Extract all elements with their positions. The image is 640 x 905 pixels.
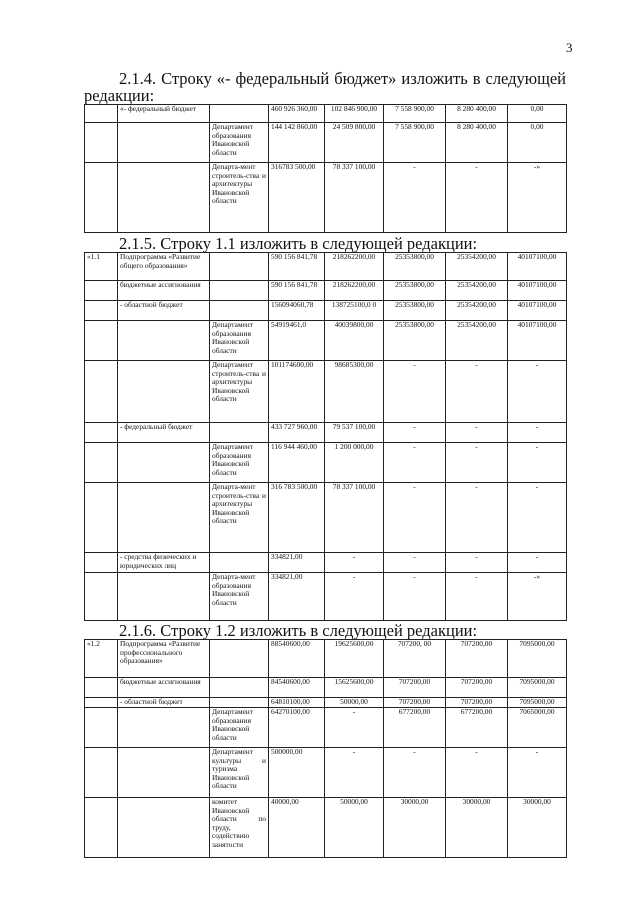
year-2-cell: 677200,00	[384, 708, 446, 748]
total-cell: 40000,00	[269, 798, 325, 858]
department-cell: комитет Ивановской области по труду, содействию занятости	[210, 798, 269, 858]
section-heading-2-1-5: 2.1.5. Строку 1.1 изложить в следующей редакции:	[119, 234, 478, 253]
section-heading-2-1-4	[84, 70, 566, 104]
item-name-cell	[118, 573, 210, 621]
table-row	[85, 105, 567, 123]
row-number-cell	[85, 123, 118, 163]
total-cell: 460 926 360,00	[269, 105, 325, 123]
year-2-cell: -	[384, 553, 446, 573]
table-row	[85, 443, 567, 483]
department-cell	[210, 640, 269, 678]
department-cell: Департа-мент строитель-ства и архитектуры Ивановской области	[210, 483, 269, 553]
total-cell: 433 727 960,00	[269, 423, 325, 443]
row-number-cell	[85, 483, 118, 553]
department-cell	[210, 553, 269, 573]
department-cell: Департа-мент образования Ивановской области	[210, 573, 269, 621]
table-row	[85, 301, 567, 321]
table-row	[85, 281, 567, 301]
year-3-cell: -	[446, 423, 508, 443]
year-2-cell: 25353800,00	[384, 281, 446, 301]
year-4-cell: -	[508, 423, 567, 443]
year-1-cell: 218262200,00	[325, 281, 384, 301]
year-3-cell: 677200,00	[446, 708, 508, 748]
item-name-cell: Подпрограмма «Развитие общего образования»	[118, 253, 210, 281]
total-cell: 590 156 841,78	[269, 253, 325, 281]
year-2-cell: -	[384, 573, 446, 621]
department-cell: Департамент образования Ивановской области	[210, 321, 269, 361]
year-4-cell: -	[508, 443, 567, 483]
row-number-cell	[85, 798, 118, 858]
item-name-cell: - областной бюджет	[118, 698, 210, 708]
item-name-cell: бюджетные ассигнования	[118, 678, 210, 698]
table-row	[85, 573, 567, 621]
page-number: 3	[566, 40, 573, 55]
year-2-cell: -	[384, 443, 446, 483]
department-cell: Департамент образования Ивановской области	[210, 443, 269, 483]
year-3-cell: -	[446, 553, 508, 573]
year-3-cell: 707200,00	[446, 698, 508, 708]
year-2-cell: -	[384, 361, 446, 423]
year-2-cell: 25353800,00	[384, 253, 446, 281]
item-name-cell	[118, 123, 210, 163]
total-cell: 500000,00	[269, 748, 325, 798]
table-row	[85, 423, 567, 443]
table-row	[85, 678, 567, 698]
year-2-cell: -	[384, 483, 446, 553]
table-row	[85, 483, 567, 553]
department-cell: Департамент строитель-ства и архитектуры Ивановской области	[210, 361, 269, 423]
table-row	[85, 163, 567, 233]
year-4-cell: 30000,00	[508, 798, 567, 858]
year-4-cell: 7095000,00	[508, 698, 567, 708]
year-4-cell: -»	[508, 573, 567, 621]
year-1-cell: 79 537 100,00	[325, 423, 384, 443]
year-2-cell: -	[384, 423, 446, 443]
heading-line-1: 2.1.4. Строку «- федеральный бюджет» изложить в следующей	[119, 69, 566, 88]
year-2-cell: -	[384, 748, 446, 798]
table-row	[85, 553, 567, 573]
section-heading-2-1-6: 2.1.6. Строку 1.2 изложить в следующей редакции:	[119, 621, 478, 640]
row-number-cell	[85, 678, 118, 698]
item-name-cell: - областной бюджет	[118, 301, 210, 321]
year-1-cell: 40039800,00	[325, 321, 384, 361]
item-name-cell	[118, 748, 210, 798]
item-name-cell: Подпрограмма «Развитие профессионального образования»	[118, 640, 210, 678]
year-2-cell: 7 558 900,00	[384, 105, 446, 123]
year-3-cell: -	[446, 483, 508, 553]
department-cell	[210, 301, 269, 321]
year-2-cell: 707200,00	[384, 678, 446, 698]
item-name-cell: - средства физических и юридических лиц	[118, 553, 210, 573]
year-1-cell: -	[325, 708, 384, 748]
year-1-cell: -	[325, 553, 384, 573]
item-name-cell: «- федеральный бюджет	[118, 105, 210, 123]
row-number-cell	[85, 423, 118, 443]
department-cell	[210, 423, 269, 443]
year-3-cell: 8 280 400,00	[446, 123, 508, 163]
year-3-cell: 8 280 400,00	[446, 105, 508, 123]
year-4-cell: 40107100,00	[508, 281, 567, 301]
total-cell: 84540600,00	[269, 678, 325, 698]
year-1-cell: -	[325, 573, 384, 621]
year-3-cell: -	[446, 361, 508, 423]
row-number-cell	[85, 553, 118, 573]
year-1-cell: 138725100,0 0	[325, 301, 384, 321]
year-1-cell: 1 200 000,00	[325, 443, 384, 483]
item-name-cell	[118, 321, 210, 361]
year-3-cell: 707200,00	[446, 678, 508, 698]
table-row	[85, 698, 567, 708]
total-cell: 334821,00	[269, 553, 325, 573]
total-cell: 88540600,00	[269, 640, 325, 678]
heading-line-2: редакции:	[84, 86, 155, 105]
department-cell: Департамент образования Ивановской области	[210, 123, 269, 163]
department-cell: Департамент культуры и туризма Ивановской области	[210, 748, 269, 798]
year-2-cell: 25353800,00	[384, 301, 446, 321]
table-row	[85, 361, 567, 423]
total-cell: 590 156 841,78	[269, 281, 325, 301]
year-1-cell: 102 846 900,00	[325, 105, 384, 123]
year-4-cell: 0,00	[508, 105, 567, 123]
year-4-cell: 40107100,00	[508, 321, 567, 361]
year-4-cell: 40107100,00	[508, 253, 567, 281]
year-2-cell: 707200,00	[384, 698, 446, 708]
total-cell: 116 944 460,00	[269, 443, 325, 483]
year-1-cell: 50000,00	[325, 798, 384, 858]
year-3-cell: 25354200,00	[446, 321, 508, 361]
year-4-cell: -	[508, 553, 567, 573]
row-number-cell	[85, 361, 118, 423]
year-1-cell: 78 337 100,00	[325, 483, 384, 553]
year-1-cell: 98685300,00	[325, 361, 384, 423]
table-row	[85, 123, 567, 163]
total-cell: 54919461,0	[269, 321, 325, 361]
row-number-cell	[85, 573, 118, 621]
item-name-cell	[118, 798, 210, 858]
year-3-cell: 25354200,00	[446, 281, 508, 301]
item-name-cell	[118, 708, 210, 748]
budget-table-subprogram-1-1	[84, 252, 567, 621]
total-cell: 64270100,00	[269, 708, 325, 748]
year-4-cell: -	[508, 483, 567, 553]
item-name-cell	[118, 361, 210, 423]
table-row	[85, 708, 567, 748]
department-cell	[210, 698, 269, 708]
year-2-cell: 7 558 900,00	[384, 123, 446, 163]
item-name-cell: бюджетные ассигнования	[118, 281, 210, 301]
year-3-cell: 25354200,00	[446, 301, 508, 321]
row-number-cell	[85, 443, 118, 483]
table-row	[85, 798, 567, 858]
year-4-cell: -	[508, 748, 567, 798]
row-number-cell	[85, 748, 118, 798]
item-name-cell: - федеральный бюджет	[118, 423, 210, 443]
total-cell: 156094060,78	[269, 301, 325, 321]
row-number-cell	[85, 301, 118, 321]
table-row	[85, 748, 567, 798]
year-3-cell: -	[446, 443, 508, 483]
total-cell: 316783 500,00	[269, 163, 325, 233]
item-name-cell	[118, 443, 210, 483]
year-4-cell: 7065000,00	[508, 708, 567, 748]
row-number-cell	[85, 105, 118, 123]
year-2-cell: 30000,00	[384, 798, 446, 858]
year-2-cell: 707200, 00	[384, 640, 446, 678]
year-4-cell: 7095000,00	[508, 640, 567, 678]
table-row	[85, 640, 567, 678]
row-number-cell	[85, 281, 118, 301]
year-3-cell: -	[446, 573, 508, 621]
item-name-cell	[118, 163, 210, 233]
year-3-cell: 25354200,00	[446, 253, 508, 281]
year-1-cell: -	[325, 748, 384, 798]
row-number-cell	[85, 708, 118, 748]
budget-table-subprogram-1-2	[84, 639, 567, 858]
total-cell: 64810100,00	[269, 698, 325, 708]
department-cell: Департа-мент строитель-ства и архитектуры Ивановской области	[210, 163, 269, 233]
department-cell: Департамент образования Ивановской области	[210, 708, 269, 748]
year-1-cell: 218262200,00	[325, 253, 384, 281]
table-row	[85, 321, 567, 361]
year-2-cell: -	[384, 163, 446, 233]
year-3-cell: -	[446, 748, 508, 798]
year-4-cell: 40107100,00	[508, 301, 567, 321]
year-4-cell: 0,00	[508, 123, 567, 163]
year-1-cell: 50000,00	[325, 698, 384, 708]
item-name-cell	[118, 483, 210, 553]
year-4-cell: -»	[508, 163, 567, 233]
year-1-cell: 19625600,00	[325, 640, 384, 678]
budget-table-federal	[84, 104, 567, 233]
year-4-cell: 7095000,00	[508, 678, 567, 698]
year-1-cell: 78 337 100,00	[325, 163, 384, 233]
row-number-cell	[85, 321, 118, 361]
table-row	[85, 253, 567, 281]
department-cell	[210, 253, 269, 281]
total-cell: 334821,00	[269, 573, 325, 621]
department-cell	[210, 678, 269, 698]
year-1-cell: 24 509 800,00	[325, 123, 384, 163]
department-cell	[210, 281, 269, 301]
year-3-cell: 707200,00	[446, 640, 508, 678]
total-cell: 144 142 860,00	[269, 123, 325, 163]
department-cell	[210, 105, 269, 123]
total-cell: 101174600,00	[269, 361, 325, 423]
row-number-cell	[85, 698, 118, 708]
total-cell: 316 783 500,00	[269, 483, 325, 553]
year-2-cell: 25353800,00	[384, 321, 446, 361]
year-4-cell: -	[508, 361, 567, 423]
row-number-cell: «1.1	[85, 253, 118, 281]
row-number-cell	[85, 163, 118, 233]
year-3-cell: -	[446, 163, 508, 233]
year-3-cell: 30000,00	[446, 798, 508, 858]
year-1-cell: 15625600,00	[325, 678, 384, 698]
row-number-cell: «1.2	[85, 640, 118, 678]
